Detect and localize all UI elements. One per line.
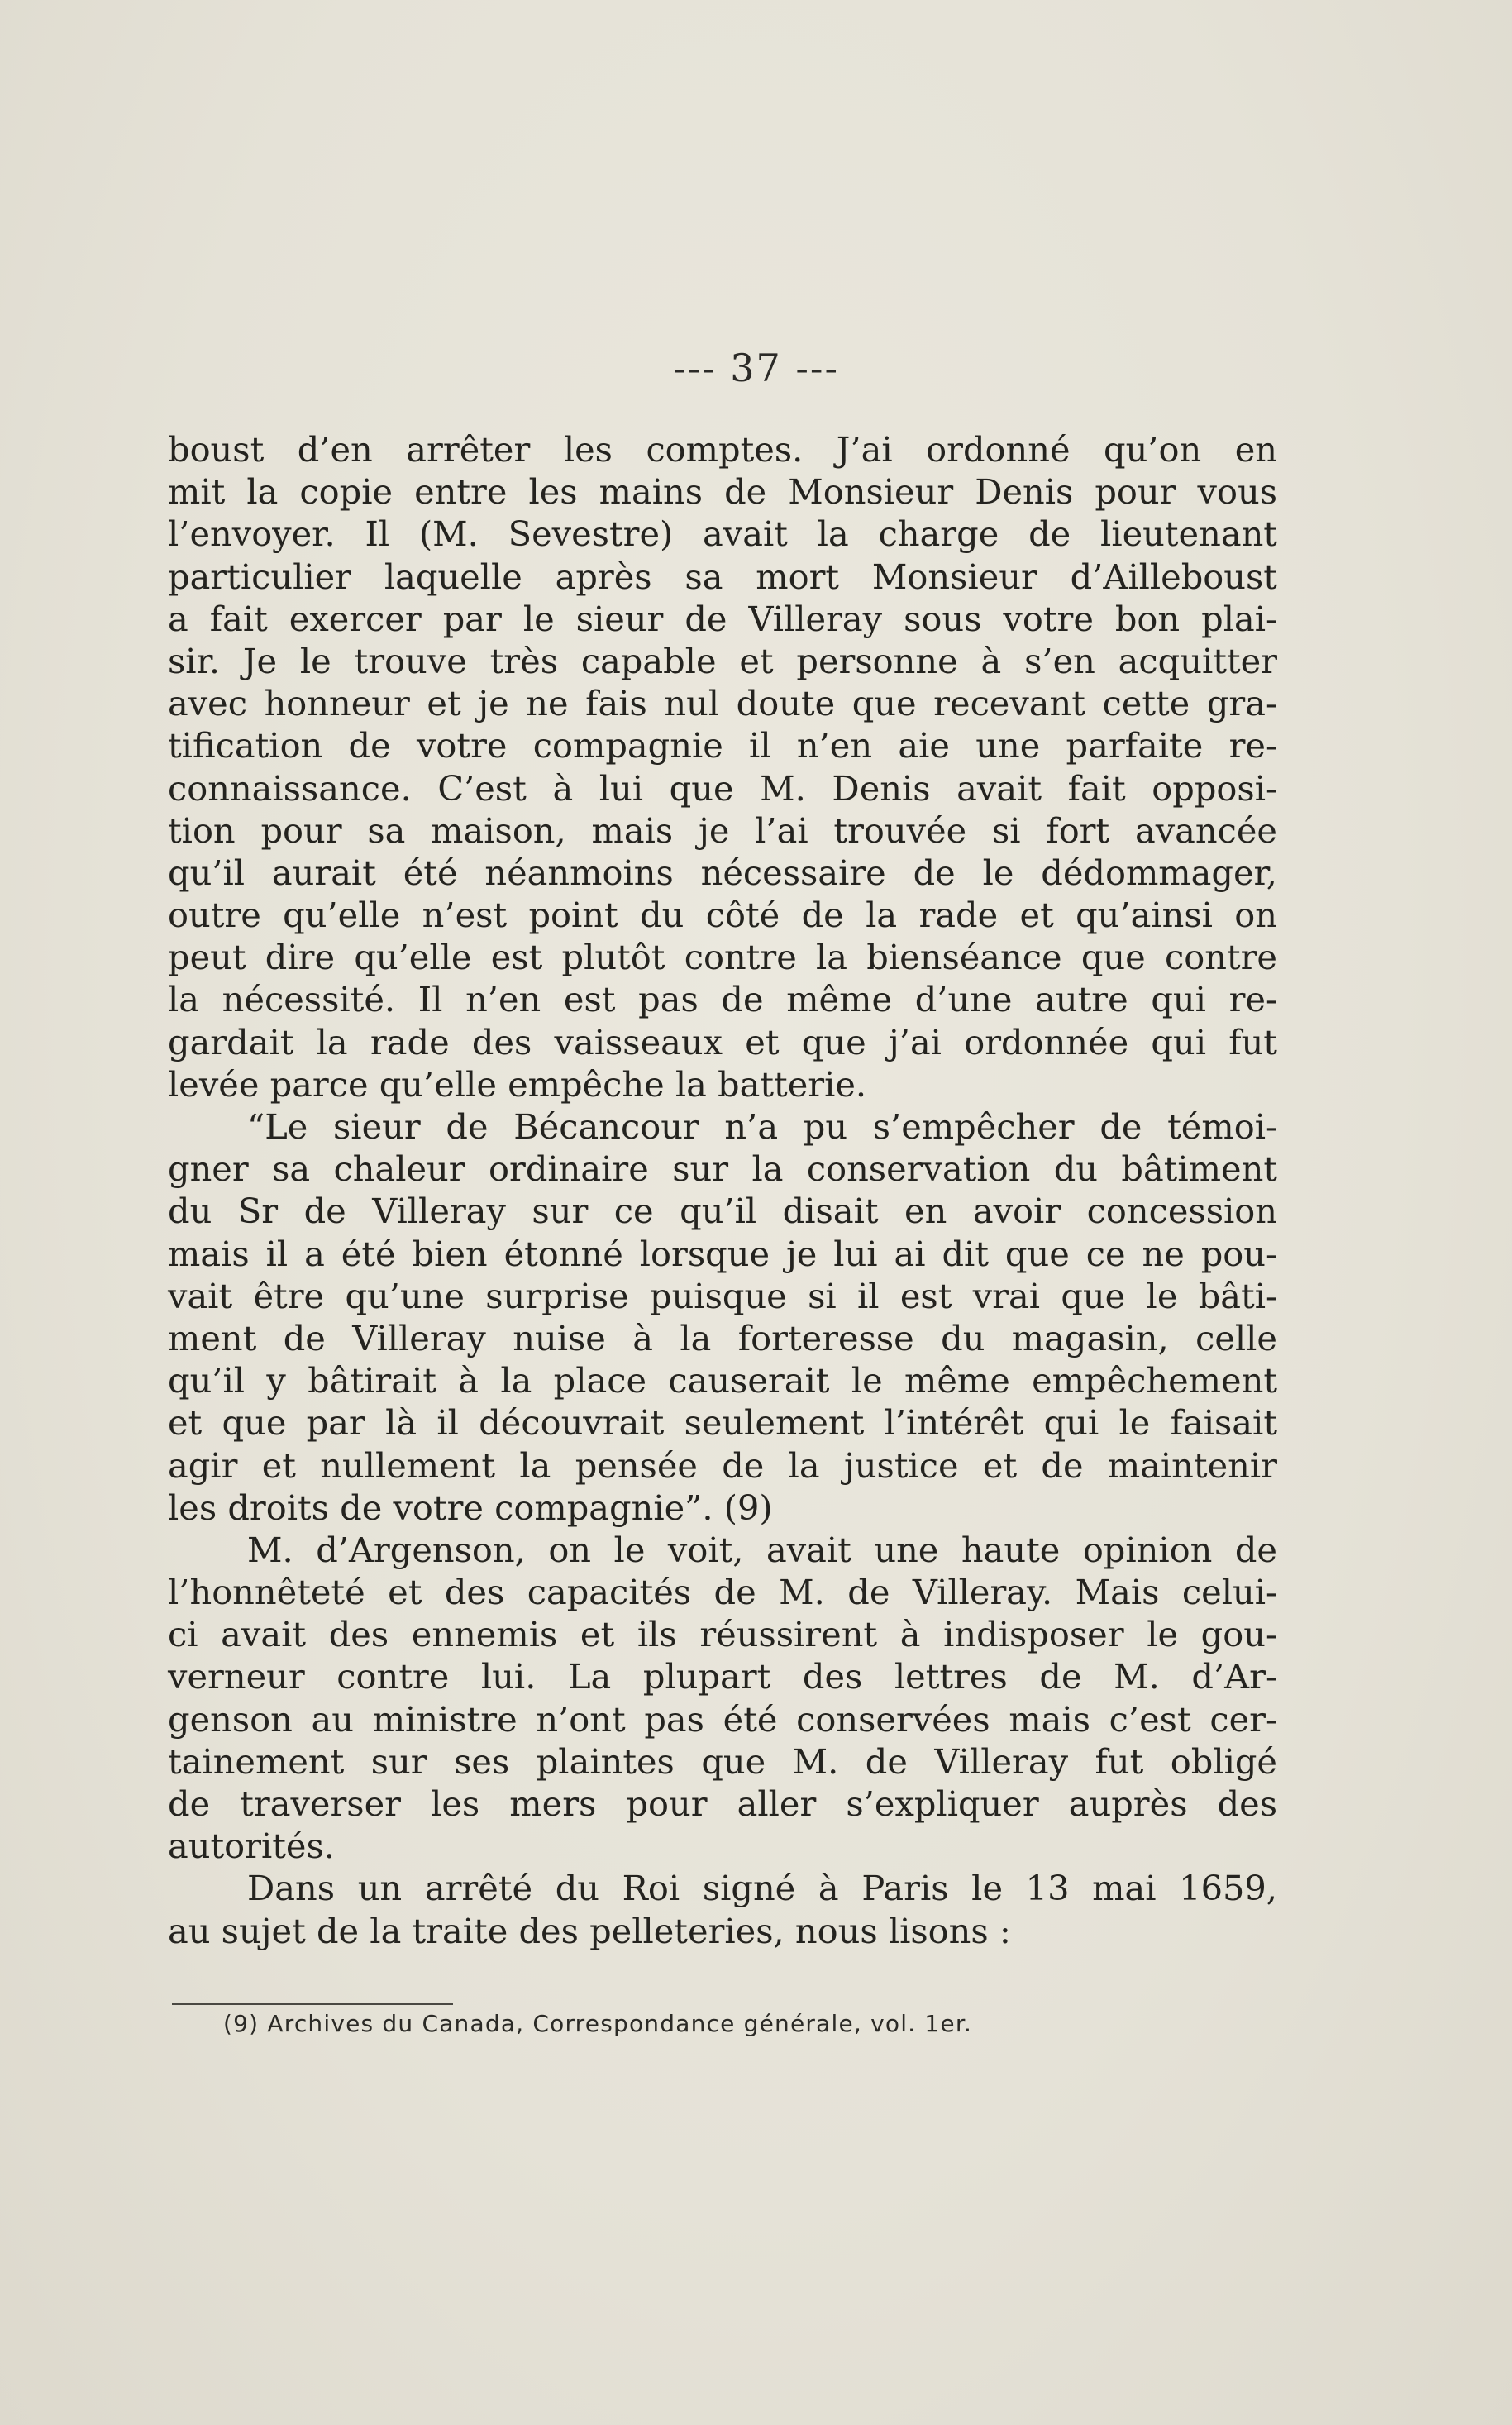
text-line: vait être qu’une surprise puisque si il est vrai que le bâti- (168, 1275, 1277, 1316)
text-line: gner sa chaleur ordinaire sur la conservation du bâtiment (168, 1148, 1277, 1190)
text-line: et que par là il découvrait seulement l’intérêt qui le faisait (168, 1402, 1277, 1444)
text-line: outre qu’elle n’est point du côté de la rade et qu’ainsi on (168, 895, 1277, 936)
text-line: tainement sur ses plaintes que M. de Villeray fut obligé (168, 1740, 1277, 1782)
text-line: l’honnêteté et des capacités de M. de Villeray. Mais celui- (168, 1572, 1277, 1613)
text-line: gardait la rade des vaisseaux et que j’ai ordonnée qui fut (168, 1021, 1277, 1062)
text-line: agir et nullement la pensée de la justice et de maintenir (168, 1444, 1277, 1486)
text-line: mit la copie entre les mains de Monsieur Denis pour vous (168, 471, 1277, 513)
text-line: l’envoyer. Il (M. Sevestre) avait la charge de lieutenant (168, 513, 1277, 555)
footnote: (9) Archives du Canada, Correspondance générale, vol. 1er. (223, 2010, 973, 2037)
text-line: la nécessité. Il n’en est pas de même d’une autre qui re- (168, 979, 1277, 1020)
text-line: Dans un arrêté du Roi signé à Paris le 13 mai 1659, (247, 1868, 1277, 1909)
text-line: les droits de votre compagnie”. (9) (168, 1487, 773, 1528)
text-line: peut dire qu’elle est plutôt contre la bienséance que contre (168, 937, 1277, 978)
text-line: a fait exercer par le sieur de Villeray sous votre bon plai- (168, 598, 1277, 639)
text-line: particulier laquelle après sa mort Monsieur d’Ailleboust (168, 556, 1277, 597)
text-line: tion pour sa maison, mais je l’ai trouvée si fort avancée (168, 809, 1277, 851)
text-line: “Le sieur de Bécancour n’a pu s’empêcher de témoi- (247, 1106, 1277, 1147)
text-line: qu’il aurait été néanmoins nécessaire de le dédommager, (168, 852, 1277, 893)
text-line: ment de Villeray nuise à la forteresse du magasin, celle (168, 1317, 1277, 1358)
footnote-rule (172, 2003, 453, 2005)
text-line: autorités. (168, 1826, 335, 1867)
text-line: ci avait des ennemis et ils réussirent à indisposer le gou- (168, 1614, 1277, 1655)
text-line: M. d’Argenson, on le voit, avait une haute opinion de (247, 1529, 1277, 1570)
text-line: connaissance. C’est à lui que M. Denis avait fait opposi- (168, 767, 1277, 809)
text-line: boust d’en arrêter les comptes. J’ai ordonné qu’on en (168, 429, 1277, 470)
text-line: tification de votre compagnie il n’en aie une parfaite re- (168, 725, 1277, 766)
text-line: du Sr de Villeray sur ce qu’il disait en avoir concession (168, 1191, 1277, 1232)
text-line: qu’il y bâtirait à la place causerait le même empêchement (168, 1360, 1277, 1401)
text-line: sir. Je le trouve très capable et personne à s’en acquitter (168, 640, 1277, 681)
body-text (168, 428, 1277, 1952)
text-line: genson au ministre n’ont pas été conservées mais c’est cer- (168, 1698, 1277, 1740)
text-line: au sujet de la traite des pelleteries, nous lisons : (168, 1910, 1011, 1951)
text-line: mais il a été bien étonné lorsque je lui ai dit que ce ne pou- (168, 1233, 1277, 1274)
text-line: levée parce qu’elle empêche la batterie. (168, 1063, 867, 1105)
text-line: avec honneur et je ne fais nul doute que recevant cette gra- (168, 683, 1277, 724)
page-number: --- 37 --- (672, 346, 840, 390)
text-line: verneur contre lui. La plupart des lettres de M. d’Ar- (168, 1656, 1277, 1697)
text-line: de traverser les mers pour aller s’expliquer auprès des (168, 1783, 1277, 1824)
